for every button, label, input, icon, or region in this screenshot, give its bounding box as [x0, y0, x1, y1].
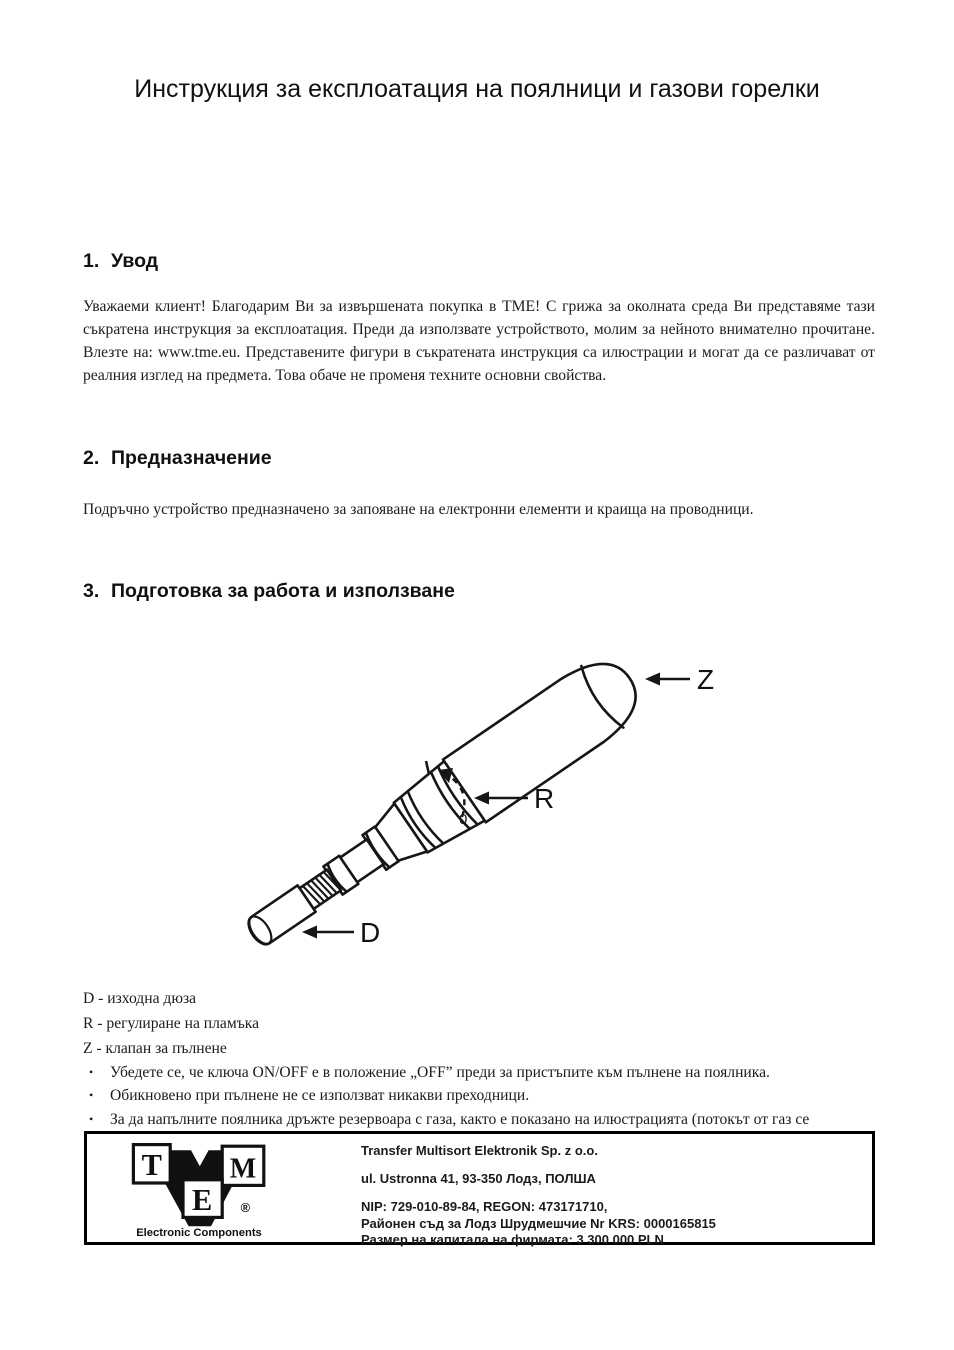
company-info	[361, 1140, 716, 1248]
bullet-marker: •	[89, 1111, 94, 1126]
legend-item-r: R - регулиране на пламъка	[83, 1015, 260, 1032]
label-z: Z	[697, 664, 715, 695]
instruction-bullets	[83, 1061, 875, 1131]
bullet-marker: •	[89, 1065, 94, 1079]
legend-item-z: Z - клапан за пълнене	[83, 1040, 227, 1057]
company-name: Transfer Multisort Elektronik Sp. z o.o.	[361, 1143, 598, 1159]
bullet-item	[83, 1108, 875, 1131]
company-capital: Размер на капитала на фирмата: 3 300 000 PLN	[361, 1232, 664, 1248]
company-footer	[84, 1131, 875, 1248]
bullet-text: Убедете се, че ключа ON/OFF е в положение „OFF” преди за пристъпите към пълнене на поялника.	[110, 1064, 770, 1081]
page-title: Инструкция за експлоатация на поялници и газови горелки	[134, 75, 820, 103]
logo-registered-mark: ®	[240, 1200, 251, 1216]
bullet-marker: •	[89, 1088, 94, 1103]
label-r: R	[534, 783, 555, 814]
bullet-text: За да напълните поялника дръжте резервоара с газа, както е показано на илюстрацията (потокът от газ се	[110, 1110, 810, 1128]
company-address: ul. Ustronna 41, 93-350 Лодз, ПОЛША	[361, 1171, 596, 1187]
soldering-iron-drawing	[0, 646, 954, 976]
flame-max-tick	[426, 761, 429, 774]
logo-letter-m: M	[229, 1153, 257, 1185]
iron-outline	[231, 647, 651, 967]
bullet-item	[83, 1061, 875, 1084]
logo-letter-t: T	[141, 1148, 162, 1183]
section-number: 2.	[83, 447, 100, 469]
section-number: 3.	[83, 580, 100, 602]
logo-tagline: Electronic Components	[136, 1227, 262, 1240]
label-d: D	[360, 917, 381, 948]
company-nip-regon: NIP: 729-010-89-84, REGON: 473171710,	[361, 1199, 608, 1215]
bullet-text: Обикновено при пълнене не се използват никакви преходници.	[110, 1087, 530, 1105]
logo-letter-e: E	[192, 1183, 213, 1218]
diagram-legend	[83, 986, 875, 1061]
section-heading-text: Увод	[111, 250, 159, 272]
legend-item-d: D - изходна дюза	[83, 990, 197, 1007]
bullet-item	[83, 1084, 875, 1107]
tme-logo-graphic	[131, 1142, 267, 1240]
section-body-uvod: Уважаеми клиент! Благодарим Ви за извършената покупка в TME! С грижа за околната среда Ви представяме тази съкратена инструкция за експлоатация. Преди да използвате устройството, молим за нейното внимателно прочитане. Влезте на: www.tme.eu. Представените фигури в съкратената инструкция са илюстрации и могат да се различават от реалния изглед на предмета. Това обаче не променя техните основни свойства.	[83, 298, 875, 384]
tme-logo	[131, 1142, 267, 1242]
section-heading-text: Предназначение	[111, 447, 272, 469]
company-registration	[361, 1199, 716, 1249]
section-body-prednaznachenie: Подръчно устройство предназначено за запояване на електронни елементи и краища на проводници.	[83, 501, 754, 518]
section-number: 1.	[83, 250, 100, 272]
company-krs: Районен съд за Лодз Шрудмешчие Nr KRS: 0000165815	[361, 1215, 716, 1231]
section-heading-uvod	[83, 248, 875, 274]
soldering-iron-diagram	[0, 646, 954, 976]
section-heading-prednaznachenie	[83, 445, 875, 471]
arrow-z-head	[645, 673, 660, 686]
section-heading-podgotovka	[83, 578, 875, 604]
arrow-d-head	[302, 926, 317, 939]
section-heading-text: Подготовка за работа и използване	[111, 580, 455, 602]
flame-min-mark: 0	[459, 811, 468, 828]
